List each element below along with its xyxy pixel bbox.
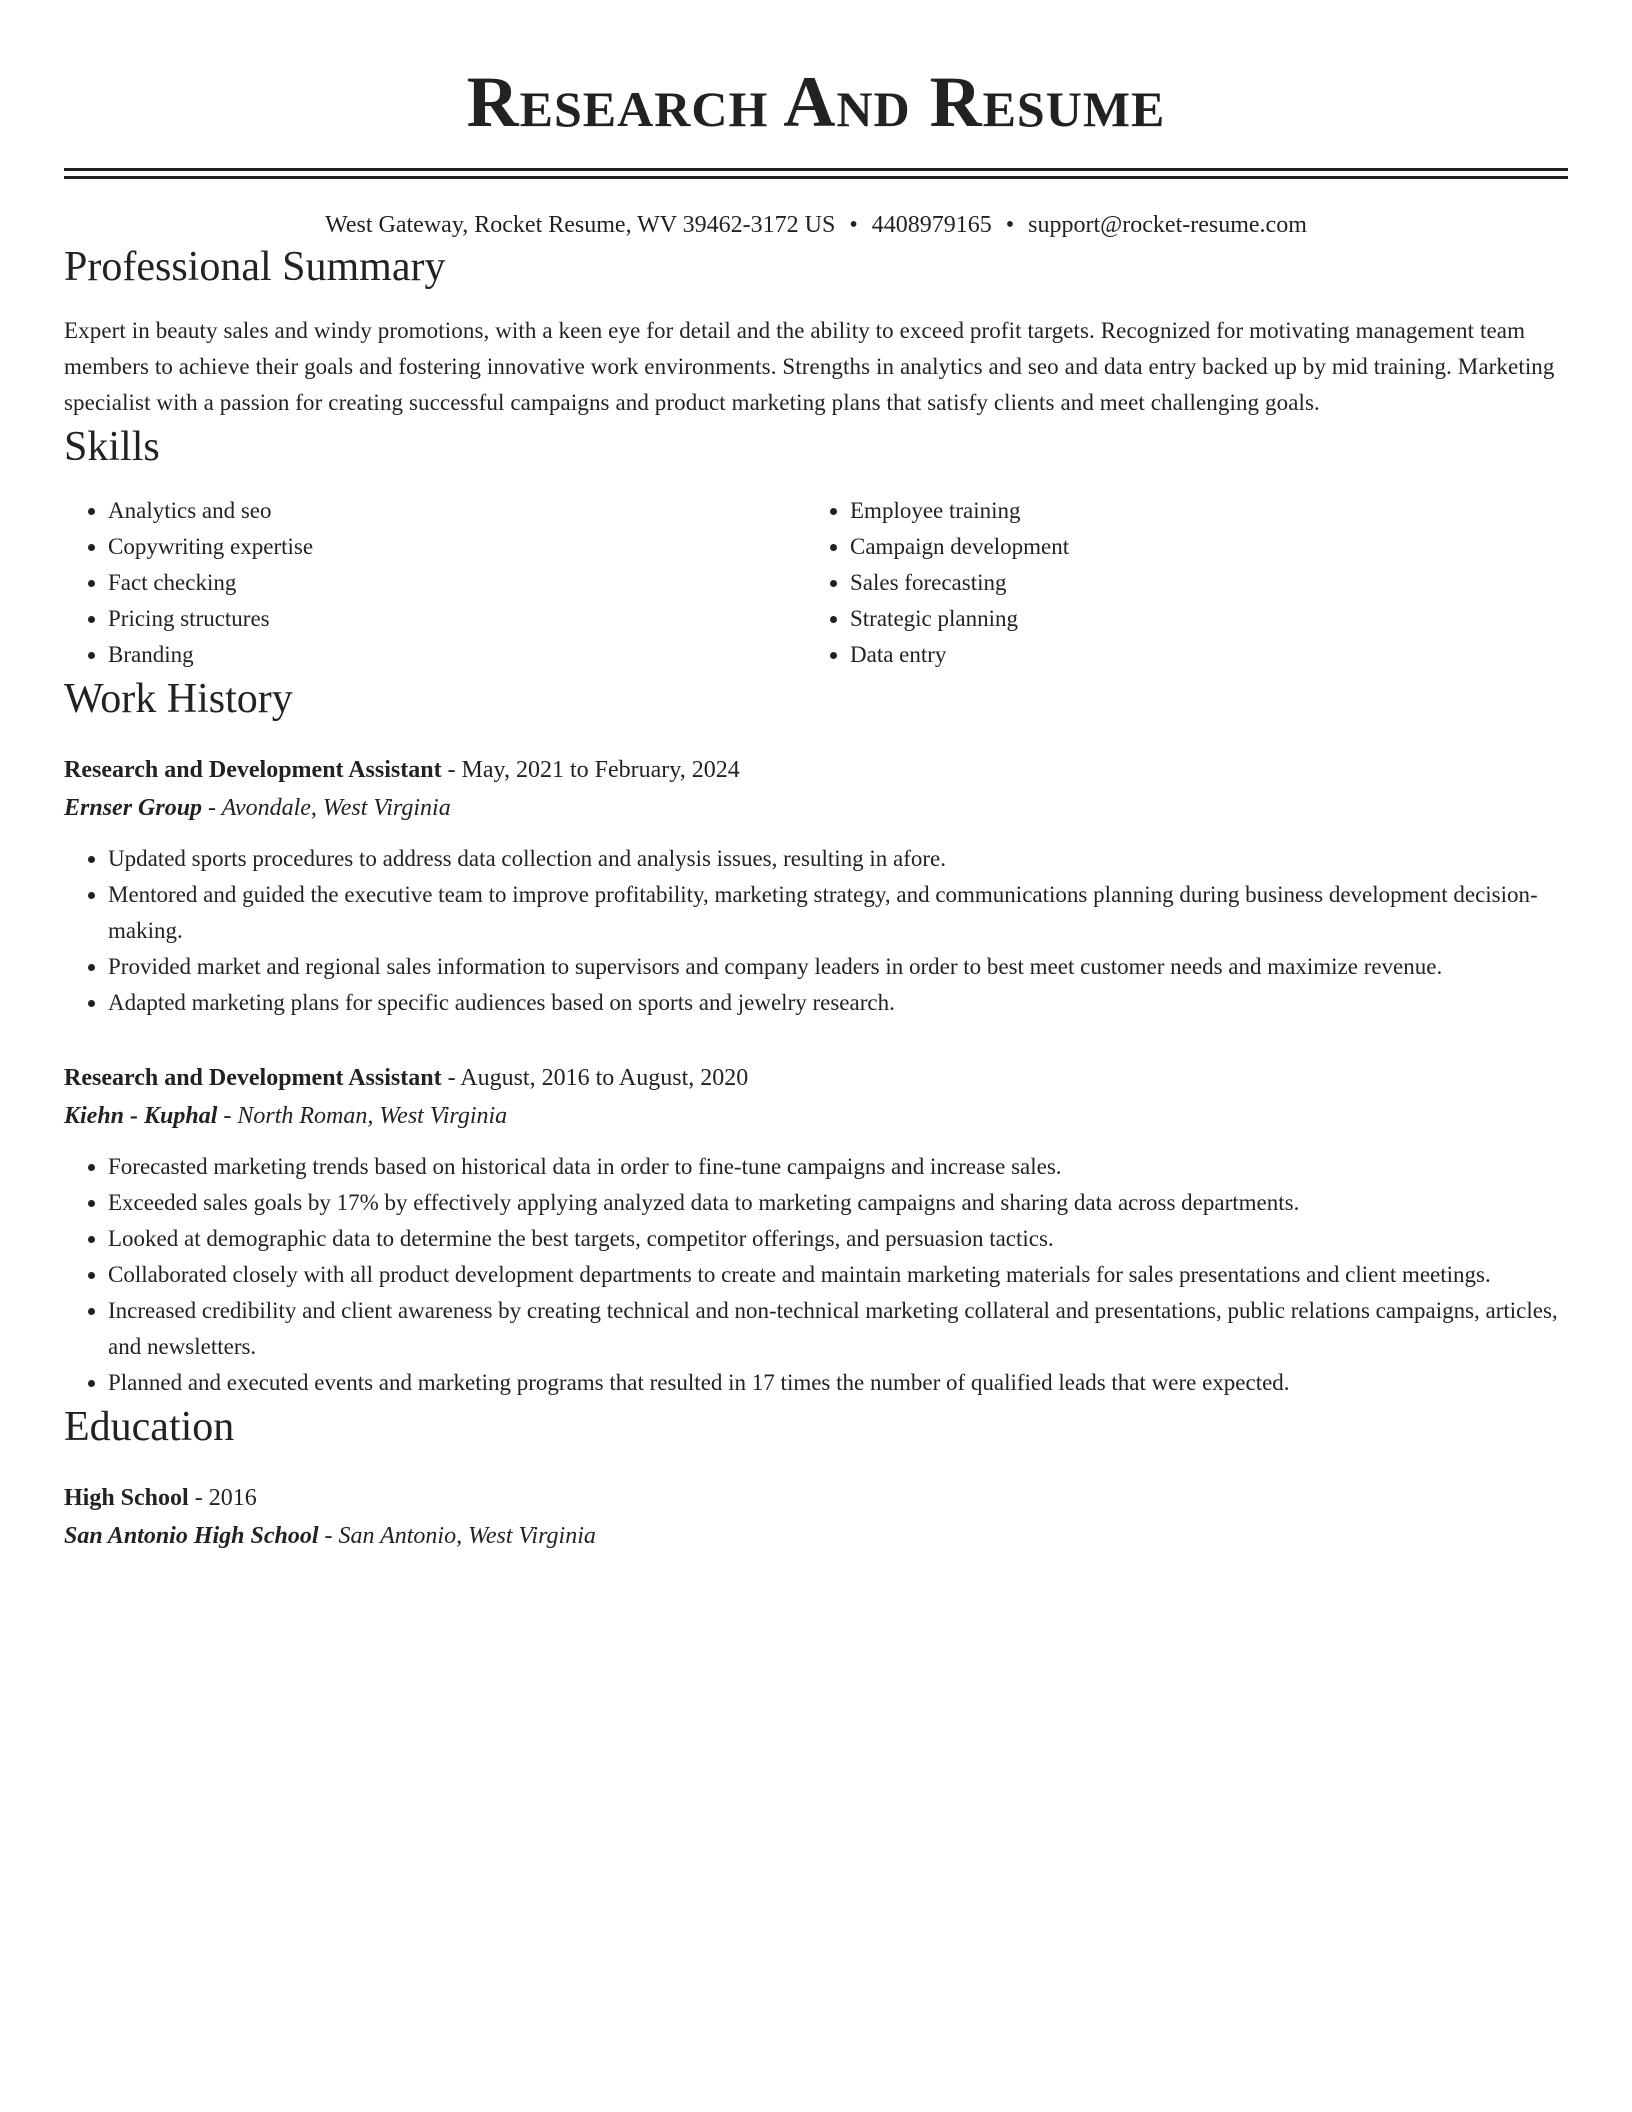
skill-item: • Branding xyxy=(108,637,806,673)
job-company-line xyxy=(64,1097,1568,1135)
job-dates: - August, 2016 to August, 2020 xyxy=(441,1065,749,1091)
contact-separator: • xyxy=(849,212,858,238)
job-bullet: • Looked at demographic data to determine the best targets, competitor offerings, and persuasion tactics. xyxy=(108,1221,1568,1257)
job-title-line xyxy=(64,1059,1568,1097)
contact-email: support@rocket-resume.com xyxy=(1028,212,1307,238)
skills-column-left xyxy=(64,493,806,673)
education-school: San Antonio High School xyxy=(64,1523,319,1549)
job-title-line xyxy=(64,751,1568,789)
skills-list xyxy=(64,493,1568,673)
education-location: - San Antonio, West Virginia xyxy=(318,1523,596,1549)
summary-text: Expert in beauty sales and windy promotions, with a keen eye for detail and the ability to exceed profit targets. Recognized for motivating management team members to achieve their goals and fostering innovative work environments. Strengths in analytics and seo and data entry backed up by mid training. Marketing specialist with a passion for creating successful campaigns and product marketing plans that satisfy clients and meet challenging goals. xyxy=(64,318,1555,415)
job-location: - Avondale, West Virginia xyxy=(202,795,451,821)
skills-column-right xyxy=(806,493,1548,673)
education-entry xyxy=(64,1479,1568,1555)
job-company: Kiehn - Kuphal xyxy=(64,1103,218,1129)
contact-phone: 4408979165 xyxy=(871,212,992,238)
resume-name: Research And Resume xyxy=(466,62,1166,142)
job-entry xyxy=(64,1059,1568,1401)
skill-item: • Data entry xyxy=(850,637,1548,673)
education-degree-line xyxy=(64,1479,1568,1517)
job-bullets xyxy=(64,841,1568,1021)
work-history-heading: Work History xyxy=(64,676,293,722)
contact-separator: • xyxy=(1005,212,1015,238)
skill-item: • Employee training xyxy=(850,493,1548,529)
job-bullet: • Forecasted marketing trends based on historical data in order to fine-tune campaigns and increase sales. xyxy=(108,1149,1568,1185)
job-bullet: • Collaborated closely with all product development departments to create and maintain marketing materials for sales presentations and client meetings. xyxy=(108,1257,1568,1293)
job-bullet: • Adapted marketing plans for specific audiences based on sports and jewelry research. xyxy=(108,985,1568,1021)
job-bullet: • Exceeded sales goals by 17% by effectively applying analyzed data to marketing campaigns and sharing data across departments. xyxy=(108,1185,1568,1221)
job-company: Ernser Group xyxy=(64,795,203,821)
education-school-line xyxy=(64,1517,1568,1555)
skill-item: • Sales forecasting xyxy=(850,565,1548,601)
job-position: Research and Development Assistant xyxy=(64,1065,442,1091)
skills-heading: Skills xyxy=(64,424,160,470)
job-position: Research and Development Assistant xyxy=(64,757,442,783)
job-bullet: • Updated sports procedures to address data collection and analysis issues, resulting in afore. xyxy=(108,841,1568,877)
job-bullets xyxy=(64,1149,1568,1401)
summary-heading: Professional Summary xyxy=(64,244,446,290)
job-location: - North Roman, West Virginia xyxy=(217,1103,508,1129)
contact-line xyxy=(64,209,1568,241)
skill-item: • Pricing structures xyxy=(108,601,806,637)
skill-item: • Strategic planning xyxy=(850,601,1548,637)
skill-item: • Analytics and seo xyxy=(108,493,806,529)
job-entry xyxy=(64,751,1568,1021)
skill-item: • Campaign development xyxy=(850,529,1548,565)
job-bullet: • Provided market and regional sales information to supervisors and company leaders in order to best meet customer needs and maximize revenue. xyxy=(108,949,1568,985)
skill-item: • Fact checking xyxy=(108,565,806,601)
job-company-line xyxy=(64,789,1568,827)
job-bullet: • Planned and executed events and marketing programs that resulted in 17 times the number of qualified leads that were expected. xyxy=(108,1365,1568,1401)
header-double-rule xyxy=(64,168,1568,179)
job-bullet: • Mentored and guided the executive team to improve profitability, marketing strategy, and communications planning during business development decision-making. xyxy=(108,877,1568,949)
education-degree: High School xyxy=(64,1485,189,1511)
skill-item: • Copywriting expertise xyxy=(108,529,806,565)
job-bullet: • Increased credibility and client awareness by creating technical and non-technical marketing collateral and presentations, public relations campaigns, articles, and newsletters. xyxy=(108,1293,1568,1365)
job-dates: - May, 2021 to February, 2024 xyxy=(441,757,740,783)
education-year: - 2016 xyxy=(188,1485,257,1511)
education-heading: Education xyxy=(64,1404,235,1450)
contact-address: West Gateway, Rocket Resume, WV 39462-3172 US xyxy=(325,212,836,238)
